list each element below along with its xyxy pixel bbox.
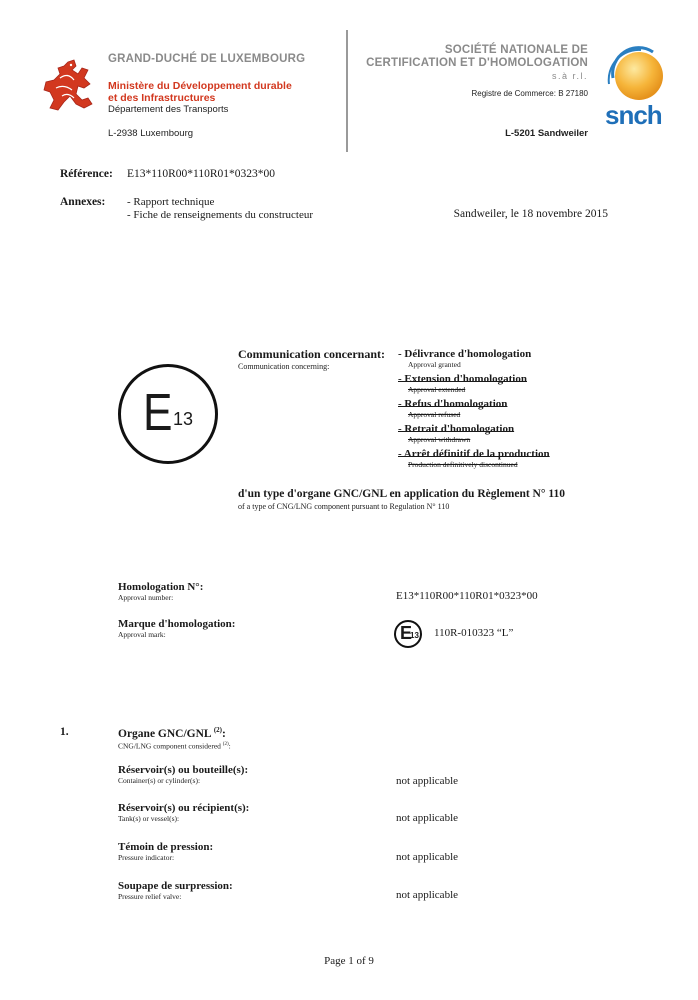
approval-mark-value: 110R-010323 “L” [434,627,514,639]
right-title-line-1: SOCIÉTÉ NATIONALE DE [444,44,588,56]
status-option-withdrawn: - Retrait d'homologation Approval withdrawn [398,423,515,444]
approval-number-label-en: Approval number: [118,593,174,602]
approval-number-block [118,581,203,602]
approval-number-label: Homologation N°: [118,581,204,593]
reference-label: Référence: [60,168,113,180]
approval-mark-emblem [394,620,422,648]
approval-mark-letter: E [400,623,413,643]
registry-number: Registre de Commerce: B 27180 [471,89,588,98]
communication-options [398,347,608,472]
approval-mark-label: Marque d'homologation: [118,618,236,630]
e-mark-number: 13 [173,409,194,429]
left-header-title: GRAND-DUCHÉ DE LUXEMBOURG [108,53,306,65]
component-type-fr: d'un type d'organe GNC/GNL en application du Règlement N° 110 [238,488,565,500]
e-mark-letter: E [143,384,173,442]
e-mark-circle [118,364,218,464]
communication-label-en: Communication concerning: [238,362,330,371]
place-date: Sandweiler, le 18 novembre 2015 [453,208,608,220]
status-option-extended: - Extension d'homologation Approval extended [398,373,527,394]
approval-mark-number: 13 [410,631,419,640]
row-pressure-relief-valve-value: not applicable [396,889,459,901]
reference-value: E13*110R00*110R01*0323*00 [127,168,276,180]
right-title-sarl: s.à r.l. [551,71,588,81]
approval-mark-block [118,618,235,639]
ministry-line-1: Ministère du Développement durable [108,80,292,92]
right-title-line-2: CERTIFICATION ET D'HOMOLOGATION [366,57,588,69]
right-address: L-5201 Sandweiler [505,128,588,139]
department-name: Département des Transports [108,104,229,115]
status-option-discontinued: - Arrêt définitif de la production Production definitively discontinued [398,448,550,469]
snch-logo-text: snch [605,100,662,130]
section-title-en: CNG/LNG component considered $^{(2)}$: [118,741,231,751]
annexes-label: Annexes: [60,196,106,208]
ministry-line-2: et des Infrastructures [108,92,216,104]
approval-number-value: E13*110R00*110R01*0323*00 [396,590,538,602]
header-divider [346,30,348,152]
left-address: L-2938 Luxembourg [108,128,194,139]
row-pressure-indicator: Témoin de pression: Pressure indicator: [118,841,214,862]
status-option-granted: - Délivrance d'homologation Approval granted [398,348,532,369]
section-number: 1. [60,726,69,738]
snch-logo [603,44,669,132]
annexes-item-1: - Rapport technique [127,196,215,208]
approval-mark-label-en: Approval mark: [118,630,166,639]
luxembourg-lion-logo [38,58,96,112]
row-pressure-relief-valve: Soupape de surpression: Pressure relief valve: [118,880,233,901]
row-tanks-value: not applicable [396,812,459,824]
page-number: Page 1 of 9 [324,955,374,967]
component-type-en: of a type of CNG/LNG component pursuant to Regulation N° 110 [238,502,450,511]
row-pressure-indicator-value: not applicable [396,851,459,863]
row-containers-value: not applicable [396,775,459,787]
communication-label: Communication concernant: [238,347,385,361]
row-containers: Réservoir(s) ou bouteille(s): Container(s) or cylinder(s): [118,764,249,785]
status-option-refused: - Refus d'homologation Approval refused [398,398,508,419]
section-title: Organe GNC/GNL $^{(2)}$: [118,726,226,740]
annexes-item-2: - Fiche de renseignements du constructeur [127,209,314,221]
row-tanks: Réservoir(s) ou récipient(s): Tank(s) or vessel(s): [118,802,250,823]
section-title-block [118,724,231,750]
